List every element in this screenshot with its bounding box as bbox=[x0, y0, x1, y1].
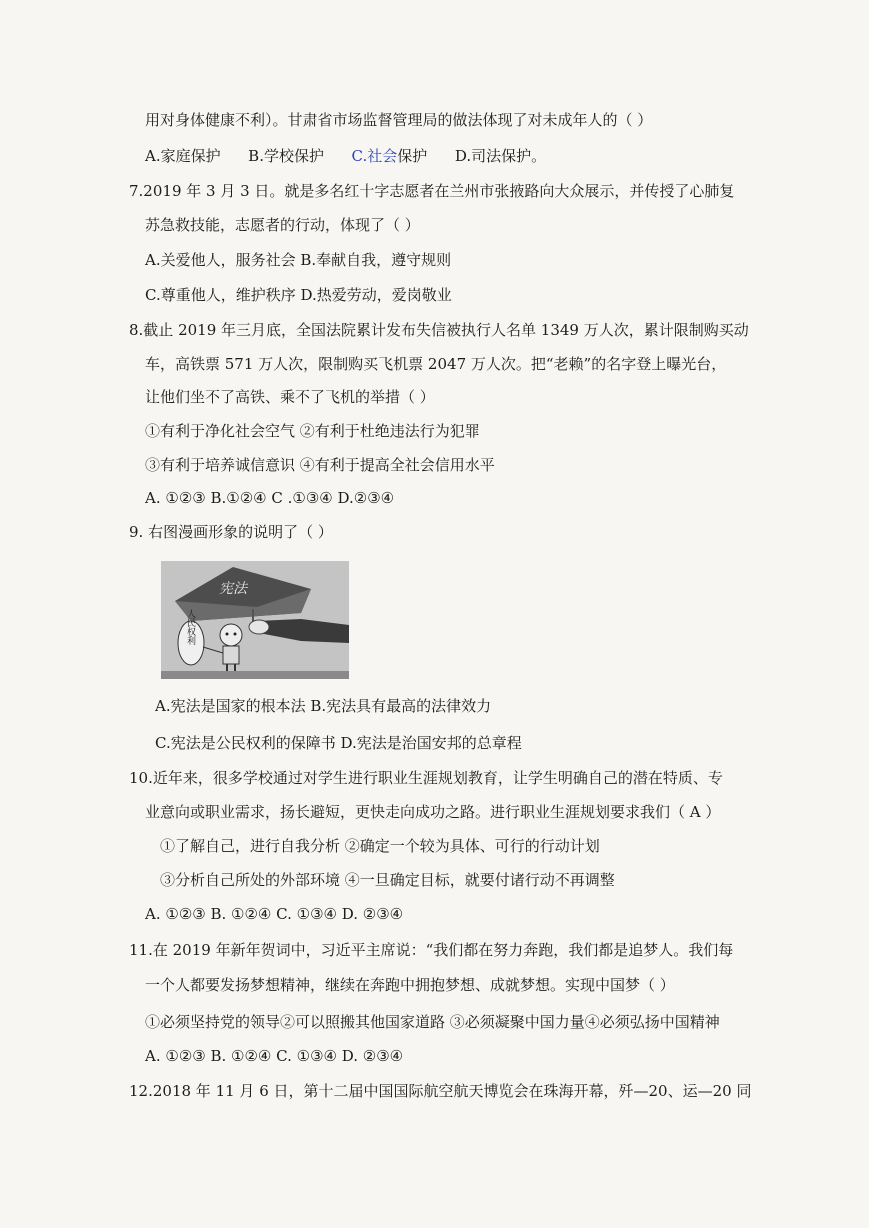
q7-stem-line-2: 苏急救技能，志愿者的行动，体现了（ ） bbox=[145, 216, 420, 234]
q7-stem-line-1: 7.2019 年 3 月 3 日。就是多名红十字志愿者在兰州市张掖路向大众展示，并传授了心肺复 bbox=[129, 182, 735, 200]
q8-statements-12: ①有利于净化社会空气 ②有利于杜绝违法行为犯罪 bbox=[145, 422, 480, 440]
q10-stem-line-1: 10.近年来，很多学校通过对学生进行职业生涯规划教育，让学生明确自己的潜在特质、专 bbox=[129, 769, 723, 787]
comic-image bbox=[161, 561, 349, 679]
q10-options: A. ①②③ B. ①②④ C. ①③④ D. ②③④ bbox=[145, 905, 404, 923]
q6-option-d: D.司法保护。 bbox=[454, 147, 547, 165]
q10-statements-34: ③分析自己所处的外部环境 ④一旦确定目标，就要付诸行动不再调整 bbox=[160, 871, 615, 889]
q8-stem-line-1: 8.截止 2019 年三月底，全国法院累计发布失信被执行人名单 1349 万人次，累计限制购买动 bbox=[129, 321, 749, 339]
comic-sign-text: 人民权利 bbox=[186, 609, 196, 645]
q9-options-cd: C.宪法是公民权利的保障书 D.宪法是治国安邦的总章程 bbox=[155, 734, 522, 752]
q6-options bbox=[145, 146, 546, 166]
q12-stem-line-1: 12.2018 年 11 月 6 日，第十二届中国国际航空航天博览会在珠海开幕，歼—20、运—20 同 bbox=[129, 1082, 752, 1100]
q7-options-ab: A.关爱他人，服务社会 B.奉献自我，遵守规则 bbox=[145, 251, 452, 269]
q6-option-c: C.社会保护 bbox=[351, 147, 428, 165]
q11-options: A. ①②③ B. ①②④ C. ①③④ D. ②③④ bbox=[145, 1047, 404, 1065]
q7-options-cd: C.尊重他人，维护秩序 D.热爱劳动，爱岗敬业 bbox=[145, 286, 452, 304]
q6-option-c-highlight: C.社会 bbox=[351, 147, 398, 165]
comic-hat-text: 宪法 bbox=[219, 580, 247, 596]
q10-statements-12: ①了解自己，进行自我分析 ②确定一个较为具体、可行的行动计划 bbox=[160, 837, 600, 855]
q8-options: A. ①②③ B.①②④ C .①③④ D.②③④ bbox=[145, 489, 395, 507]
q8-stem-line-2: 车，高铁票 571 万人次，限制购买飞机票 2047 万人次。把“老赖”的名字登上曝光台， bbox=[145, 355, 727, 373]
q8-stem-line-3: 让他们坐不了高铁、乘不了飞机的举措（ ） bbox=[145, 388, 435, 406]
q11-stem-line-2: 一个人都要发扬梦想精神，继续在奔跑中拥抱梦想、成就梦想。实现中国梦（ ） bbox=[145, 976, 675, 994]
q9-stem: 9. 右图漫画形象的说明了（ ） bbox=[129, 523, 333, 541]
q6-stem-line: 用对身体健康不利）。甘肃省市场监督管理局的做法体现了对未成年人的（ ） bbox=[145, 111, 653, 129]
q9-options-ab: A.宪法是国家的根本法 B.宪法具有最高的法律效力 bbox=[155, 697, 492, 715]
q6-option-a: A.家庭保护 bbox=[145, 147, 221, 165]
comic-drawing bbox=[161, 561, 349, 679]
q11-stem-line-1: 11.在 2019 年新年贺词中，习近平主席说：“我们都在努力奔跑，我们都是追梦人。我们每 bbox=[129, 941, 734, 959]
q8-statements-34: ③有利于培养诚信意识 ④有利于提高全社会信用水平 bbox=[145, 456, 495, 474]
q6-option-b: B.学校保护 bbox=[248, 147, 324, 165]
q10-stem-line-2: 业意向或职业需求，扬长避短，更快走向成功之路。进行职业生涯规划要求我们（ A ） bbox=[145, 803, 721, 821]
q11-statements: ①必须坚持党的领导②可以照搬其他国家道路 ③必须凝聚中国力量④必须弘扬中国精神 bbox=[145, 1013, 720, 1031]
